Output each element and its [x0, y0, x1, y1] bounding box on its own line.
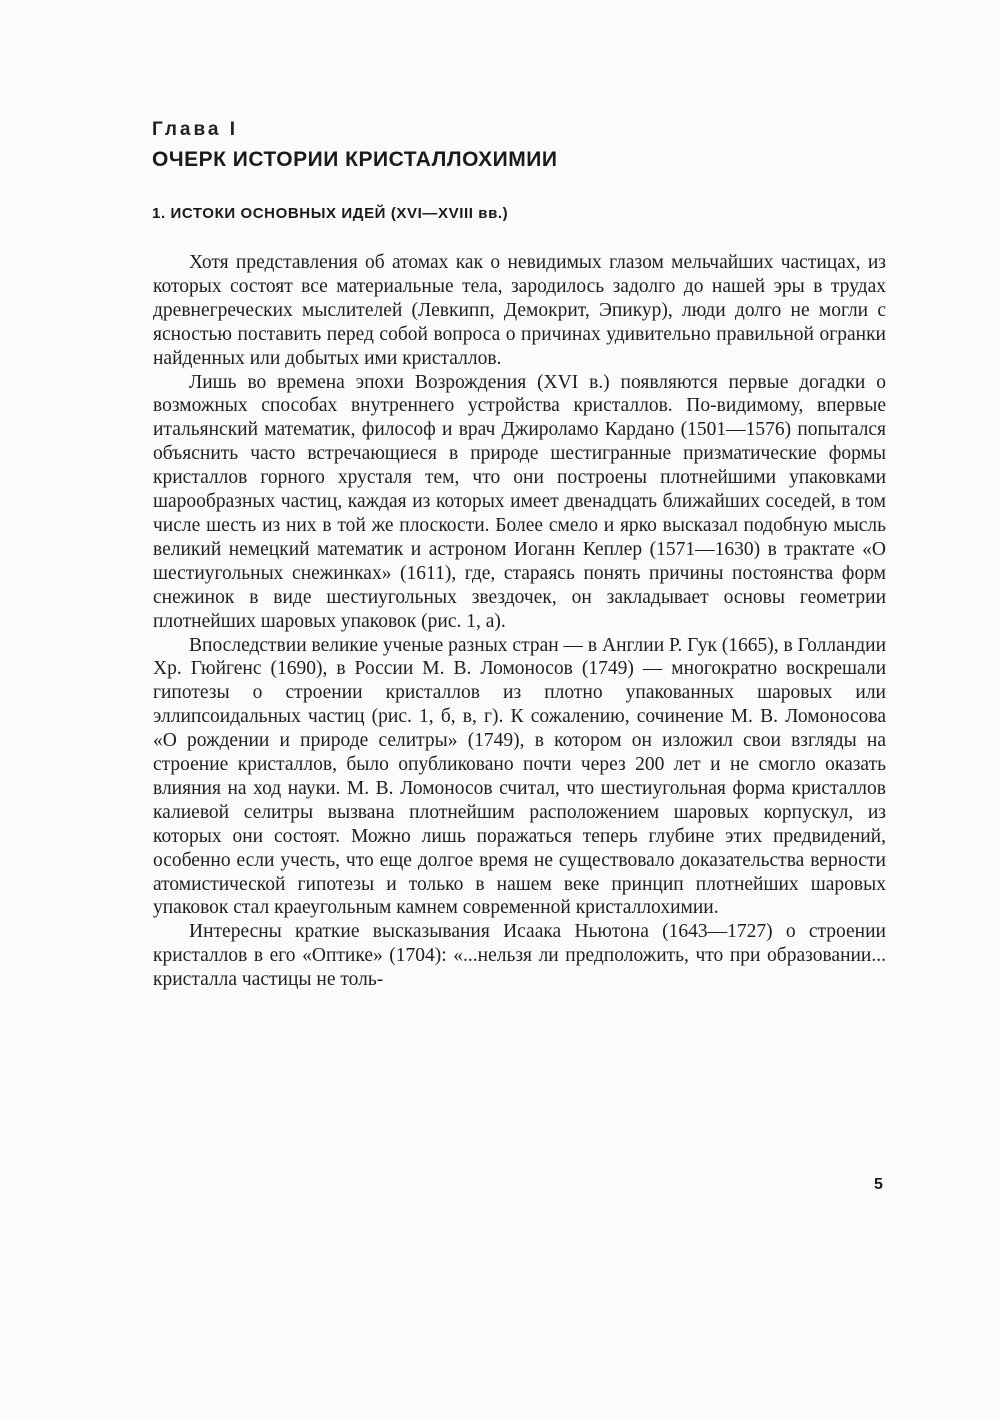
page-number: 5 [874, 1176, 883, 1193]
chapter-label: Глава I [152, 119, 239, 140]
section-title: 1. ИСТОКИ ОСНОВНЫХ ИДЕЙ (XVI—XVIII вв.) [152, 205, 509, 222]
paragraph-4: Интересны краткие высказывания Исаака Ньютона (1643—1727) о строении кристаллов в его «Оптике» (1704): «...нельзя ли предположить, что при образовании... кристалла частицы не толь- [153, 921, 886, 991]
chapter-title: ОЧЕРК ИСТОРИИ КРИСТАЛЛОХИМИИ [152, 148, 558, 171]
paragraph-3: Впоследствии великие ученые разных стран — в Англии Р. Гук (1665), в Голландии Хр. Гюйгенс (1690), в России М. В. Ломоносов (1749) — многократно воскрешали гипотезы о строении кристаллов из плотно упакованных шаровых или эллипсоидальных частиц (рис. 1, б, в, г). К сожалению, сочинение М. В. Ломоносова «О рождении и природе селитры» (1749), в котором он изложил свои взгляды на строение кристаллов, было опубликовано почти через 200 лет и не смогло оказать влияния на ход науки. М. В. Ломоносов считал, что шестиугольная форма кристаллов калиевой селитры вызвана плотнейшим расположением шаровых корпускул, из которых они состоят. Можно лишь поражаться теперь глубине этих предвидений, особенно если учесть, что еще долгое время не существовало доказательства верности атомистической гипотезы и только в нашем веке принцип плотнейших шаровых упаковок стал краеугольным камнем современной кристаллохимии. [153, 634, 887, 919]
body-text [153, 251, 886, 992]
paragraph-2: Лишь во времена эпохи Возрождения (XVI в.) появляются первые догадки о возможных способах внутреннего устройства кристаллов. По-видимому, впервые итальянский математик, философ и врач Джироламо Кардано (1501—1576) попытался объяснить часто встречающиеся в природе шестигранные призматические формы кристаллов горного хрусталя тем, что они построены плотнейшими упаковками шарообразных частиц, каждая из которых имеет двенадцать ближайших соседей, в том числе шесть из них в той же плоскости. Более смело и ярко высказал подобную мысль великий немецкий математик и астроном Иоганн Кеплер (1571—1630) в трактате «О шестиугольных снежинках» (1611), где, стараясь понять причины постоянства форм снежинок в виде шестиугольных звездочек, он закладывает основы геометрии плотнейших шаровых упаковок (рис. 1, а). [153, 371, 886, 632]
paragraph-1: Хотя представления об атомах как о невидимых глазом мельчайших частицах, из которых состоят все материальные тела, зародилось задолго до нашей эры в трудах древнегреческих мыслителей (Левкипп, Демокрит, Эпикур), люди долго не могли с ясностью поставить перед собой вопроса о причинах удивительно правильной огранки найденных или добытых ими кристаллов. [153, 252, 886, 369]
